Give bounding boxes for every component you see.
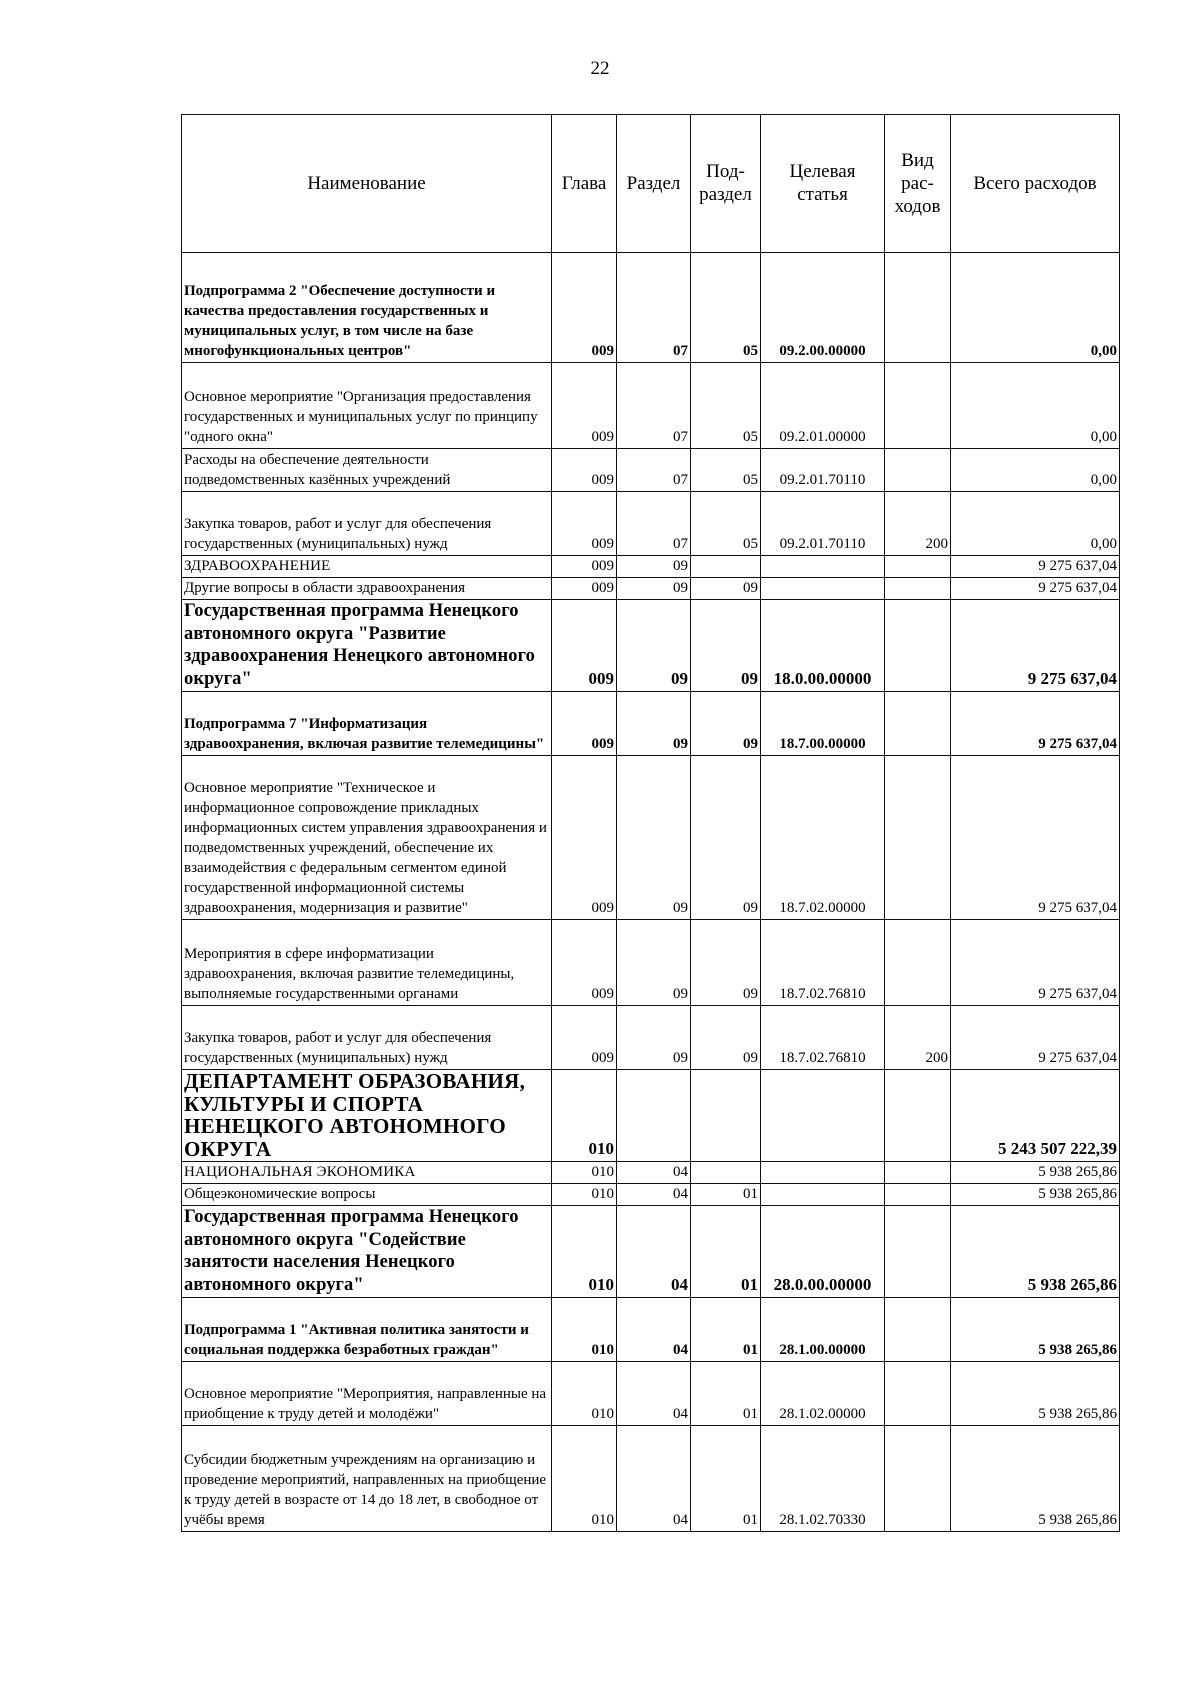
row-section: 09 [617,920,691,1006]
table-row [182,1298,1120,1362]
row-type [885,1184,951,1206]
table-row [182,600,1120,692]
row-chapter: 010 [552,1184,617,1206]
table-row [182,492,1120,556]
row-section: 09 [617,600,691,692]
row-subsection: 01 [691,1184,761,1206]
table-row [182,578,1120,600]
table-header-row [182,115,1120,253]
header-expense-type: Вид рас- ходов [885,115,951,253]
header-total: Всего расходов [951,115,1120,253]
row-target [761,556,885,578]
row-subsection: 01 [691,1362,761,1426]
row-target [761,1070,885,1162]
table-row [182,1006,1120,1070]
row-chapter: 010 [552,1426,617,1532]
row-total: 9 275 637,04 [951,1006,1120,1070]
row-subsection: 01 [691,1206,761,1298]
row-target: 28.1.00.00000 [761,1298,885,1362]
row-name: Закупка товаров, работ и услуг для обеспечения государственных (муниципальных) нужд [182,1006,552,1070]
table-row [182,1070,1120,1162]
row-section [617,1070,691,1162]
row-chapter: 010 [552,1298,617,1362]
row-name: Подпрограмма 2 "Обеспечение доступности и качества предоставления государственных и муниципальных услуг, в том числе на базе многофункциональных центров" [182,253,552,363]
table-row [182,920,1120,1006]
row-chapter: 009 [552,363,617,449]
header-subsection: Под- раздел [691,115,761,253]
row-section: 09 [617,556,691,578]
row-name: Основное мероприятие "Организация предоставления государственных и муниципальных услуг по принципу "одного окна" [182,363,552,449]
row-target [761,578,885,600]
row-total: 0,00 [951,449,1120,492]
row-total: 5 938 265,86 [951,1184,1120,1206]
row-chapter: 009 [552,492,617,556]
row-name: Другие вопросы в области здравоохранения [182,578,552,600]
row-subsection: 05 [691,449,761,492]
header-target: Целевая статья [761,115,885,253]
row-name: НАЦИОНАЛЬНАЯ ЭКОНОМИКА [182,1162,552,1184]
table-row [182,253,1120,363]
row-name: Расходы на обеспечение деятельности подведомственных казённых учреждений [182,449,552,492]
row-type [885,556,951,578]
row-chapter: 009 [552,1006,617,1070]
row-target: 18.7.00.00000 [761,692,885,756]
row-target [761,1162,885,1184]
row-chapter: 010 [552,1362,617,1426]
row-type [885,600,951,692]
header-section: Раздел [617,115,691,253]
row-subsection [691,1070,761,1162]
page-number: 22 [590,58,610,79]
row-section: 09 [617,578,691,600]
row-type [885,363,951,449]
row-type [885,1362,951,1426]
row-section: 04 [617,1162,691,1184]
row-total: 5 938 265,86 [951,1426,1120,1532]
table-row [182,1162,1120,1184]
row-name: Подпрограмма 7 "Информатизация здравоохранения, включая развитие телемедицины" [182,692,552,756]
row-chapter: 009 [552,756,617,920]
row-section: 04 [617,1426,691,1532]
row-chapter: 009 [552,692,617,756]
row-subsection: 09 [691,578,761,600]
row-name: Основное мероприятие "Техническое и информационное сопровождение прикладных информационных систем управления здравоохранения и подведомственных учреждений, обеспечение их взаимодействия с федеральным сегментом единой государственной информационной системы здравоохранения, модернизация и развитие" [182,756,552,920]
row-total: 5 243 507 222,39 [951,1070,1120,1162]
row-name: Общеэкономические вопросы [182,1184,552,1206]
row-subsection [691,556,761,578]
row-subsection: 05 [691,363,761,449]
row-type [885,1070,951,1162]
row-target: 28.0.00.00000 [761,1206,885,1298]
row-target: 09.2.01.70110 [761,492,885,556]
row-section: 04 [617,1206,691,1298]
row-chapter: 010 [552,1206,617,1298]
row-name: Закупка товаров, работ и услуг для обеспечения государственных (муниципальных) нужд [182,492,552,556]
row-total: 5 938 265,86 [951,1206,1120,1298]
row-target: 09.2.01.70110 [761,449,885,492]
row-subsection [691,1162,761,1184]
row-section: 04 [617,1362,691,1426]
row-section: 07 [617,253,691,363]
row-subsection: 09 [691,600,761,692]
row-name: Субсидии бюджетным учреждениям на организацию и проведение мероприятий, направленных на приобщение к труду детей в возрасте от 14 до 18 лет, в свободное от учёбы время [182,1426,552,1532]
row-name: Основное мероприятие "Мероприятия, направленные на приобщение к труду детей и молодёжи" [182,1362,552,1426]
table-row [182,756,1120,920]
row-target: 18.0.00.00000 [761,600,885,692]
row-chapter: 009 [552,556,617,578]
row-total: 0,00 [951,492,1120,556]
row-name: Государственная программа Ненецкого автономного округа "Содействие занятости населения Ненецкого автономного округа" [182,1206,552,1298]
row-total: 5 938 265,86 [951,1362,1120,1426]
row-target: 28.1.02.00000 [761,1362,885,1426]
row-subsection: 09 [691,920,761,1006]
row-total: 5 938 265,86 [951,1162,1120,1184]
row-name: ДЕПАРТАМЕНТ ОБРАЗОВАНИЯ, КУЛЬТУРЫ И СПОРТА НЕНЕЦКОГО АВТОНОМНОГО ОКРУГА [182,1070,552,1162]
row-type [885,1206,951,1298]
table-row [182,1206,1120,1298]
table-row [182,556,1120,578]
row-target: 18.7.02.00000 [761,756,885,920]
row-chapter: 010 [552,1162,617,1184]
header-chapter: Глава [552,115,617,253]
row-total: 9 275 637,04 [951,600,1120,692]
table-row [182,1362,1120,1426]
row-type [885,578,951,600]
row-total: 5 938 265,86 [951,1298,1120,1362]
row-subsection: 09 [691,692,761,756]
row-type [885,253,951,363]
row-subsection: 05 [691,253,761,363]
row-name: Государственная программа Ненецкого автономного округа "Развитие здравоохранения Ненецкого автономного округа" [182,600,552,692]
row-target: 09.2.00.00000 [761,253,885,363]
row-target: 18.7.02.76810 [761,1006,885,1070]
row-type [885,1298,951,1362]
table-row [182,1184,1120,1206]
row-type [885,1426,951,1532]
row-type: 200 [885,1006,951,1070]
row-subsection: 05 [691,492,761,556]
row-subsection: 01 [691,1426,761,1532]
table-row [182,363,1120,449]
row-type [885,449,951,492]
budget-table [181,114,1120,1532]
row-target: 28.1.02.70330 [761,1426,885,1532]
row-total: 9 275 637,04 [951,556,1120,578]
row-type [885,1162,951,1184]
row-total: 0,00 [951,253,1120,363]
row-name: ЗДРАВООХРАНЕНИЕ [182,556,552,578]
row-total: 9 275 637,04 [951,756,1120,920]
row-total: 0,00 [951,363,1120,449]
row-total: 9 275 637,04 [951,692,1120,756]
row-name: Подпрограмма 1 "Активная политика занятости и социальная поддержка безработных граждан" [182,1298,552,1362]
header-name: Наименование [182,115,552,253]
row-section: 07 [617,492,691,556]
row-target: 09.2.01.00000 [761,363,885,449]
table-row [182,449,1120,492]
row-chapter: 010 [552,1070,617,1162]
row-chapter: 009 [552,253,617,363]
row-chapter: 009 [552,920,617,1006]
row-chapter: 009 [552,578,617,600]
row-type [885,756,951,920]
row-subsection: 01 [691,1298,761,1362]
row-section: 04 [617,1298,691,1362]
row-name: Мероприятия в сфере информатизации здравоохранения, включая развитие телемедицины, выполняемые государственными органами [182,920,552,1006]
row-subsection: 09 [691,756,761,920]
row-section: 07 [617,449,691,492]
row-type [885,692,951,756]
row-section: 07 [617,363,691,449]
row-chapter: 009 [552,600,617,692]
row-target [761,1184,885,1206]
table-row [182,1426,1120,1532]
row-subsection: 09 [691,1006,761,1070]
row-section: 09 [617,1006,691,1070]
row-type: 200 [885,492,951,556]
row-section: 09 [617,692,691,756]
row-total: 9 275 637,04 [951,578,1120,600]
row-section: 04 [617,1184,691,1206]
row-section: 09 [617,756,691,920]
row-type [885,920,951,1006]
row-total: 9 275 637,04 [951,920,1120,1006]
row-chapter: 009 [552,449,617,492]
table-row [182,692,1120,756]
row-target: 18.7.02.76810 [761,920,885,1006]
